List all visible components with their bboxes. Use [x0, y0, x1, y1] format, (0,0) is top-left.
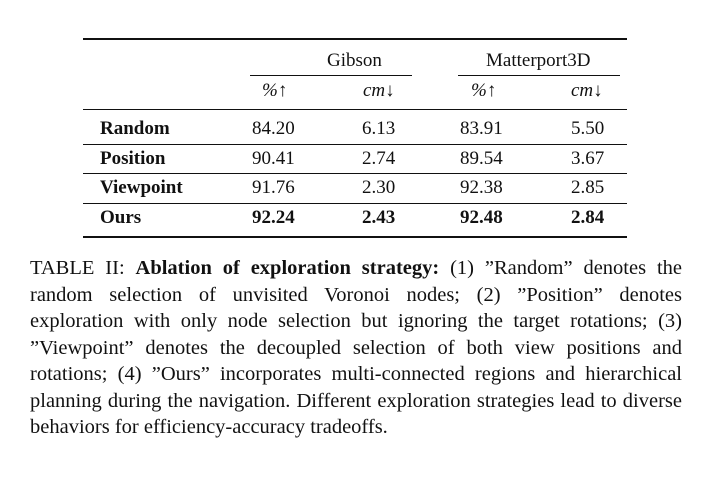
table-caption	[30, 255, 682, 441]
row-separator	[83, 203, 627, 204]
group-rule-matterport3d	[458, 75, 620, 76]
table-cell: 90.41	[252, 148, 295, 169]
caption-label: TABLE II:	[30, 257, 136, 279]
table-cell: 92.48	[460, 207, 503, 228]
caption-body: (1) ”Random” denotes the random selection of unvisited Voronoi nodes; (2) ”Position” denotes exploration with only node selection but ignoring the target rotations; (3) ”Viewpoint” denotes the decoupled selection of both view positions and rotations; (4) ”Ours” incorporates multi-connected regions and hierarchical planning during the navigation. Different exploration strategies lead to diverse behaviors for efficiency-accuracy tradeoffs.	[30, 257, 682, 438]
table-cell: 89.54	[460, 148, 503, 169]
table-cell: 83.91	[460, 118, 503, 139]
table-cell: 2.74	[362, 148, 396, 169]
group-header-matterport3d: Matterport3D	[486, 50, 591, 71]
table-cell: 3.67	[571, 148, 605, 169]
caption-title: Ablation of exploration strategy:	[135, 257, 440, 279]
table-cell: 2.43	[362, 207, 396, 228]
table-cell: 2.85	[571, 177, 605, 198]
table-cell: 2.84	[571, 207, 605, 228]
table-cell: 2.30	[362, 177, 396, 198]
row-separator	[83, 144, 627, 145]
table-cell: 6.13	[362, 118, 396, 139]
table-header-rule	[83, 109, 627, 110]
metric-header-4: cm↓	[571, 80, 603, 101]
table-bottom-rule	[83, 236, 627, 238]
metric-header-3: %↑	[471, 80, 497, 101]
group-header-gibson: Gibson	[327, 50, 382, 71]
table-cell: 92.38	[460, 177, 503, 198]
row-label-viewpoint: Viewpoint	[100, 177, 183, 198]
table-cell: 84.20	[252, 118, 295, 139]
row-label-position: Position	[100, 148, 166, 169]
row-separator	[83, 173, 627, 174]
table-top-rule	[83, 38, 627, 40]
row-label-random: Random	[100, 118, 170, 139]
table-cell: 91.76	[252, 177, 295, 198]
metric-header-2: cm↓	[363, 80, 395, 101]
row-label-ours: Ours	[100, 207, 142, 228]
table-cell: 5.50	[571, 118, 605, 139]
metric-header-1: %↑	[262, 80, 288, 101]
group-rule-gibson	[250, 75, 412, 76]
table-cell: 92.24	[252, 207, 295, 228]
